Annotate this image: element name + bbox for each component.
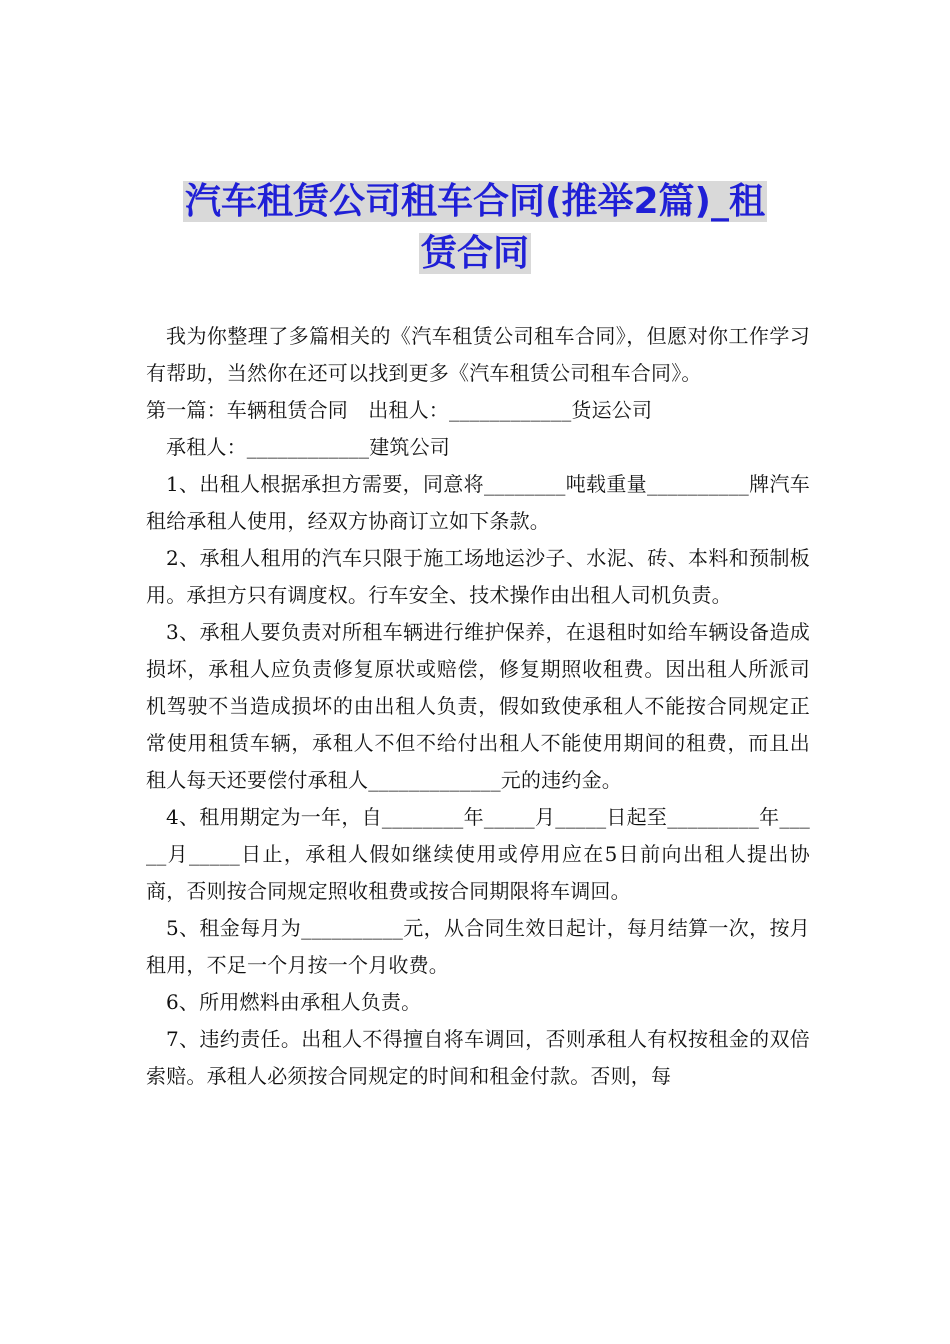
document-title [120,176,830,280]
document-body [146,318,810,1095]
paragraph-clause-3: 3、承租人要负责对所租车辆进行维护保养，在退租时如给车辆设备造成损坏，承租人应负责修复原状或赔偿，修复期照收租费。因出租人所派司机驾驶不当造成损坏的由出租人负责，假如致使承租人不能按合同规定正常使用租赁车辆，承租人不但不给付出租人不能使用期间的租费，而且出租人每天还要偿付承租人_____________元的违约金。 [146,620,810,792]
paragraph-section-one: 第一篇：车辆租赁合同 出租人：____________货运公司 [146,398,653,422]
paragraph-clause-5: 5、租金每月为__________元，从合同生效日起计，每月结算一次，按月租用，不足一个月按一个月收费。 [146,916,810,977]
paragraph-clause-6: 6、所用燃料由承租人负责。 [166,990,422,1014]
document-title-line1: 汽车租赁公司租车合同(推举2篇)_租 [185,181,765,222]
paragraph-clause-7: 7、违约责任。出租人不得擅自将车调回，否则承租人有权按租金的双倍索赔。承租人必须按合同规定的时间和租金付款。否则，每 [146,1027,810,1088]
document-title-line2: 赁合同 [420,233,529,274]
paragraph-clause-4: 4、租用期定为一年，自________年_____月_____日起至_________年_____月_____日止，承租人假如继续使用或停用应在5日前向出租人提出协商，否则按合同规定照收租费或按合同期限将车调回。 [146,805,810,903]
paragraph-lessee: 承租人：____________建筑公司 [166,435,450,459]
paragraph-clause-1: 1、出租人根据承担方需要，同意将________吨载重量__________牌汽车租给承租人使用，经双方协商订立如下条款。 [146,472,810,533]
paragraph-intro: 我为你整理了多篇相关的《汽车租赁公司租车合同》，但愿对你工作学习有帮助，当然你在还可以找到更多《汽车租赁公司租车合同》。 [146,324,810,385]
paragraph-clause-2: 2、承租人租用的汽车只限于施工场地运沙子、水泥、砖、本料和预制板用。承担方只有调度权。行车安全、技术操作由出租人司机负责。 [146,546,810,607]
